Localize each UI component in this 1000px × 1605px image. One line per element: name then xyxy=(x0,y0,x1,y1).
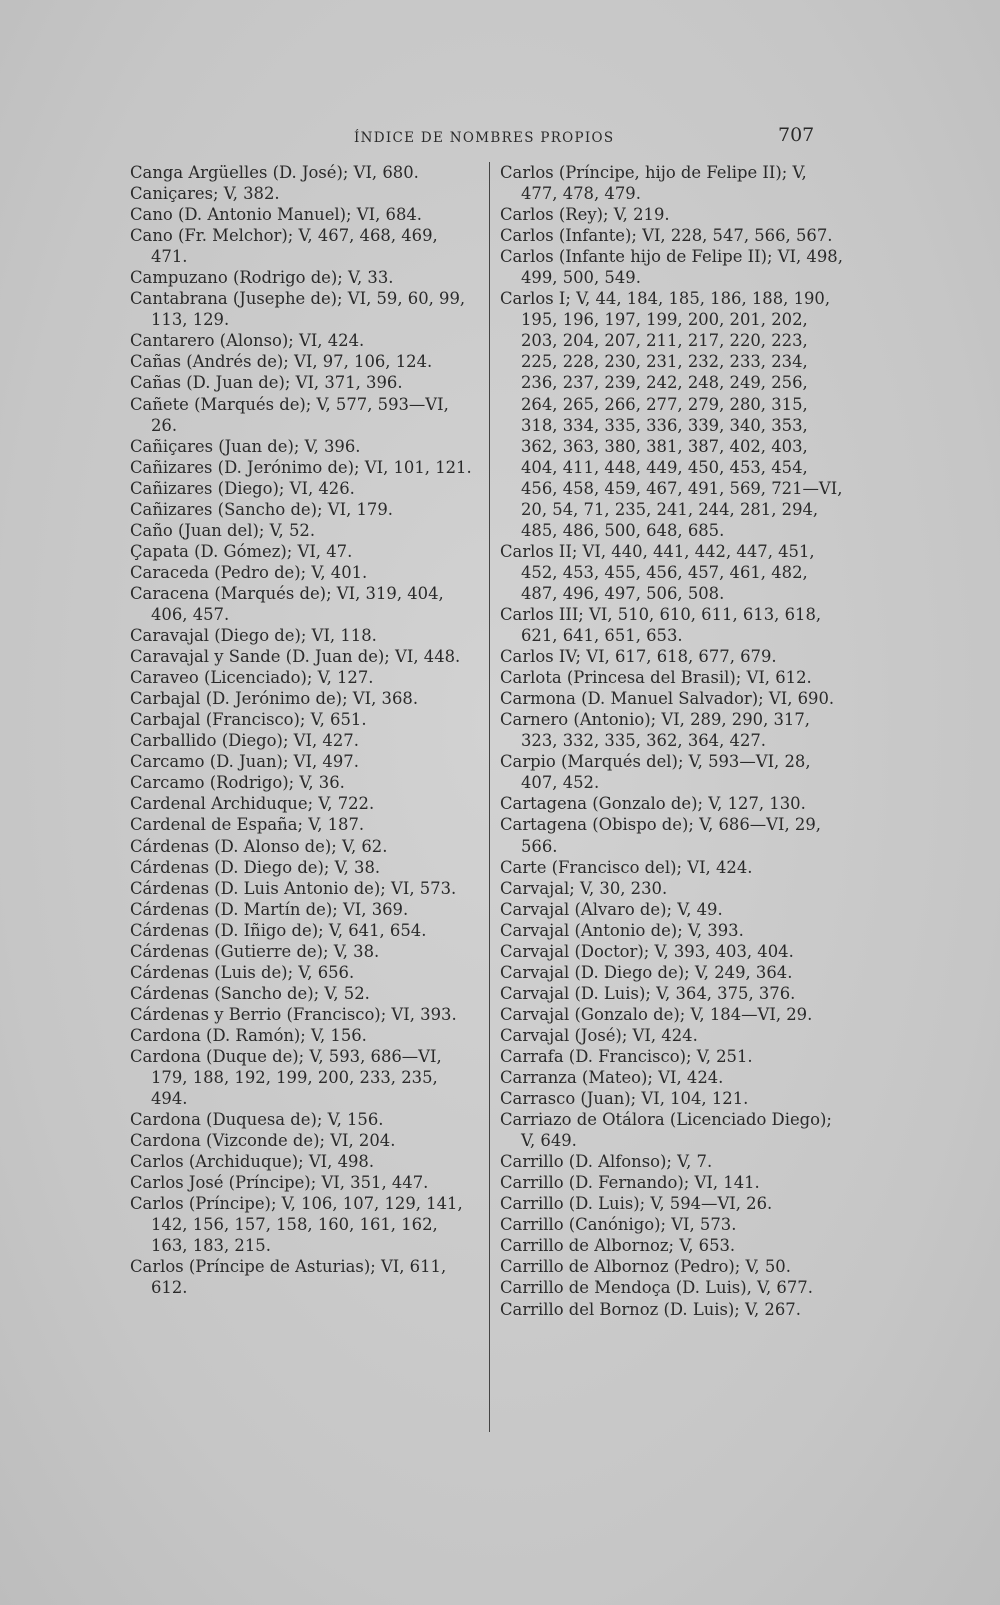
index-entry: Carvajal; V, 30, 230. xyxy=(500,878,668,898)
index-entry: Carlota (Princesa del Brasil); VI, 612. xyxy=(500,668,812,688)
index-entry: Carlos (Príncipe, hijo de Felipe II); V, 477, 478, 479. xyxy=(500,163,807,204)
index-entry: Carvajal (Alvaro de); V, 49. xyxy=(500,899,723,919)
index-entry: Carballido (Diego); VI, 427. xyxy=(130,731,359,751)
index-entry: Caraceda (Pedro de); V, 401. xyxy=(130,562,368,582)
index-entry: Carrillo de Mendoça (D. Luis), V, 677. xyxy=(500,1278,813,1298)
index-entry: Cano (Fr. Melchor); V, 467, 468, 469, 471. xyxy=(130,226,438,267)
index-entry: Caño (Juan del); V, 52. xyxy=(130,520,316,540)
index-entry: Carvajal (D. Luis); V, 364, 375, 376. xyxy=(500,983,796,1003)
index-entry: Carvajal (Gonzalo de); V, 184—VI, 29. xyxy=(500,1004,813,1024)
index-entry: Carrillo (Canónigo); VI, 573. xyxy=(500,1215,737,1235)
index-entry: Cañas (D. Juan de); VI, 371, 396. xyxy=(130,373,403,393)
index-entry: Carrafa (D. Francisco); V, 251. xyxy=(500,1046,753,1066)
index-entry: Cañete (Marqués de); V, 577, 593—VI, 26. xyxy=(130,394,449,435)
index-entry: Carrillo (D. Luis); V, 594—VI, 26. xyxy=(500,1194,773,1214)
index-entry: Cañas (Andrés de); VI, 97, 106, 124. xyxy=(130,352,433,372)
index-entry: Cardona (D. Ramón); V, 156. xyxy=(130,1025,367,1045)
index-entry: Cárdenas y Berrio (Francisco); VI, 393. xyxy=(130,1004,457,1024)
index-entry: Carriazo de Otálora (Licenciado Diego); V, 649. xyxy=(500,1110,832,1151)
index-entry: Cardona (Duque de); V, 593, 686—VI, 179, 188, 192, 199, 200, 233, 235, 494. xyxy=(130,1046,442,1109)
index-entry: Cárdenas (Luis de); V, 656. xyxy=(130,962,355,982)
index-entry: Cardona (Vizconde de); VI, 204. xyxy=(130,1131,396,1151)
index-entry: Cárdenas (Sancho de); V, 52. xyxy=(130,983,370,1003)
index-entry: Carnero (Antonio); VI, 289, 290, 317, 323, 332, 335, 362, 364, 427. xyxy=(500,710,810,751)
index-entry: Carbajal (Francisco); V, 651. xyxy=(130,710,367,730)
index-entry: Carcamo (D. Juan); VI, 497. xyxy=(130,752,359,772)
index-entry: Caravajal y Sande (D. Juan de); VI, 448. xyxy=(130,647,461,667)
index-entry: Carlos (Príncipe de Asturias); VI, 611, 612. xyxy=(130,1257,447,1298)
running-head: ÍNDICE DE NOMBRES PROPIOS xyxy=(354,130,615,146)
index-entry: Carlos IV; VI, 617, 618, 677, 679. xyxy=(500,647,777,667)
index-entry: Carrillo (D. Alfonso); V, 7. xyxy=(500,1152,713,1172)
index-entry: Carbajal (D. Jerónimo de); VI, 368. xyxy=(130,689,419,709)
index-entry: Carlos (Infante hijo de Felipe II); VI, 498, 499, 500, 549. xyxy=(500,247,843,288)
index-entry: Cárdenas (D. Alonso de); V, 62. xyxy=(130,836,388,856)
index-entry: Cárdenas (D. Diego de); V, 38. xyxy=(130,857,381,877)
index-entry: Carcamo (Rodrigo); V, 36. xyxy=(130,773,345,793)
index-entry: Cantarero (Alonso); VI, 424. xyxy=(130,331,365,351)
index-entry: Cañizares (D. Jerónimo de); VI, 101, 121. xyxy=(130,457,472,477)
index-entry: Caracena (Marqués de); VI, 319, 404, 406, 457. xyxy=(130,583,444,624)
index-entry: Carrasco (Juan); VI, 104, 121. xyxy=(500,1089,749,1109)
index-entry: Cárdenas (Gutierre de); V, 38. xyxy=(130,941,380,961)
index-entry: Campuzano (Rodrigo de); V, 33. xyxy=(130,268,394,288)
index-entry: Carte (Francisco del); VI, 424. xyxy=(500,857,753,877)
index-entry: Carlos (Rey); V, 219. xyxy=(500,205,670,225)
index-entry: Çapata (D. Gómez); VI, 47. xyxy=(130,541,353,561)
index-entry: Carpio (Marqués del); V, 593—VI, 28, 407, 452. xyxy=(500,752,811,793)
index-entry: Cañizares (Sancho de); VI, 179. xyxy=(130,499,393,519)
index-entry: Caravajal (Diego de); VI, 118. xyxy=(130,626,377,646)
index-entry: Carlos (Infante); VI, 228, 547, 566, 567. xyxy=(500,226,833,246)
index-entry: Carmona (D. Manuel Salvador); VI, 690. xyxy=(500,689,835,709)
index-entry: Carrillo (D. Fernando); VI, 141. xyxy=(500,1173,760,1193)
index-entry: Carrillo de Albornoz; V, 653. xyxy=(500,1236,736,1256)
index-entry: Caniçares; V, 382. xyxy=(130,184,280,204)
index-entry: Carvajal (José); VI, 424. xyxy=(500,1025,698,1045)
index-entry: Carlos José (Príncipe); VI, 351, 447. xyxy=(130,1173,429,1193)
index-entry: Cañiçares (Juan de); V, 396. xyxy=(130,436,361,456)
column-divider xyxy=(489,162,490,1432)
index-entry: Cardenal Archiduque; V, 722. xyxy=(130,794,375,814)
index-column-left xyxy=(130,162,475,1299)
index-entry: Cañizares (Diego); VI, 426. xyxy=(130,478,355,498)
index-entry: Carvajal (D. Diego de); V, 249, 364. xyxy=(500,962,793,982)
index-entry: Carlos (Archiduque); VI, 498. xyxy=(130,1152,375,1172)
index-entry: Cardenal de España; V, 187. xyxy=(130,815,365,835)
index-entry: Carlos II; VI, 440, 441, 442, 447, 451, 452, 453, 455, 456, 457, 461, 482, 487, 496, 497, 506, 508. xyxy=(500,541,815,603)
index-entry: Cartagena (Obispo de); V, 686—VI, 29, 566. xyxy=(500,815,821,856)
index-entry: Caraveo (Licenciado); V, 127. xyxy=(130,668,374,688)
index-entry: Carvajal (Doctor); V, 393, 403, 404. xyxy=(500,941,794,961)
index-entry: Carrillo de Albornoz (Pedro); V, 50. xyxy=(500,1257,791,1277)
index-entry: Carlos (Príncipe); V, 106, 107, 129, 141, 142, 156, 157, 158, 160, 161, 162, 163, 183, 215. xyxy=(130,1194,463,1256)
index-entry: Cardona (Duquesa de); V, 156. xyxy=(130,1110,384,1130)
index-column-right xyxy=(500,162,845,1320)
index-entry: Cárdenas (D. Martín de); VI, 369. xyxy=(130,899,409,919)
index-entry: Cárdenas (D. Iñigo de); V, 641, 654. xyxy=(130,920,427,940)
index-entry: Carranza (Mateo); VI, 424. xyxy=(500,1068,724,1088)
index-entry: Carlos I; V, 44, 184, 185, 186, 188, 190, 195, 196, 197, 199, 200, 201, 202, 203, 204, 207, 211, 217, 220, 223, 225, 228, 230, 231, 232, 233, 234, 236, 237, 239, 242, 248, 249, 256, 264, 265, 266, 277, 279, 280, 315, 318, 334, 335, 336, 339, 340, 353, 362, 363, 380, 381, 387, 402, 403, 404, 411, 448, 449, 450, 453, 454, 456, 458, 459, 467, 491, 569, 721—VI, 20, 54, 71, 235, 241, 244, 281, 294, 485, 486, 500, 648, 685. xyxy=(500,289,843,540)
index-entry: Cárdenas (D. Luis Antonio de); VI, 573. xyxy=(130,878,457,898)
index-entry: Carlos III; VI, 510, 610, 611, 613, 618, 621, 641, 651, 653. xyxy=(500,604,822,646)
index-entry: Canga Argüelles (D. José); VI, 680. xyxy=(130,163,419,182)
index-entry: Carvajal (Antonio de); V, 393. xyxy=(500,920,744,940)
index-entry: Cano (D. Antonio Manuel); VI, 684. xyxy=(130,205,423,225)
index-entry: Cartagena (Gonzalo de); V, 127, 130. xyxy=(500,794,806,814)
page-number: 707 xyxy=(778,124,815,146)
index-entry: Carrillo del Bornoz (D. Luis); V, 267. xyxy=(500,1299,801,1319)
index-entry: Cantabrana (Jusephe de); VI, 59, 60, 99, 113, 129. xyxy=(130,289,466,330)
